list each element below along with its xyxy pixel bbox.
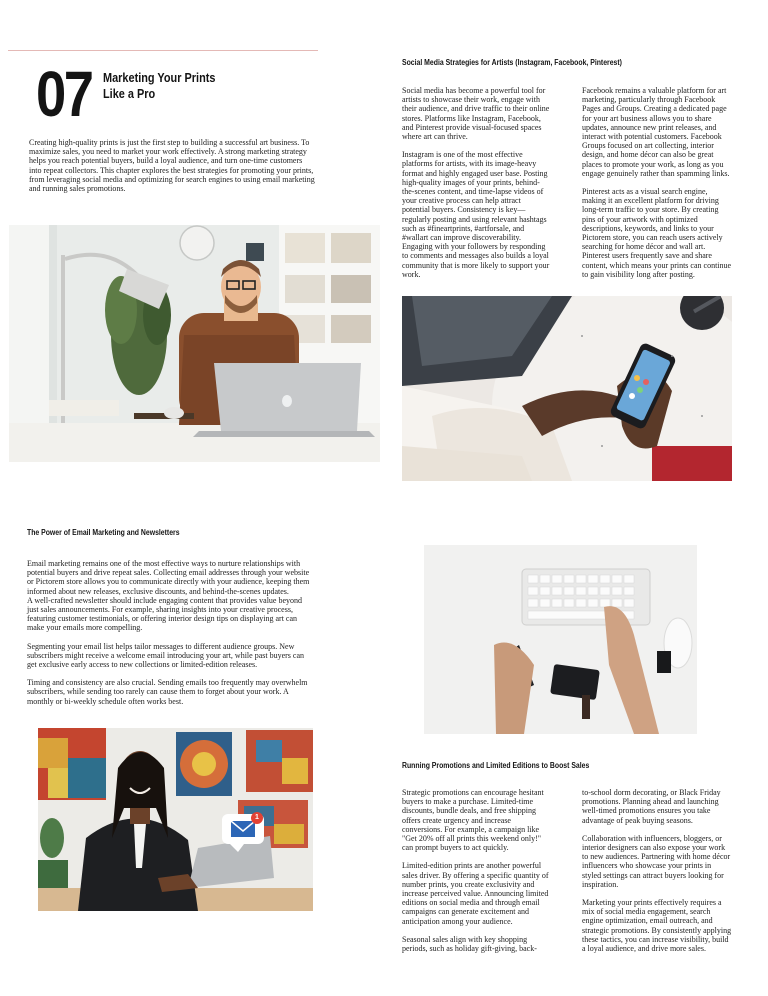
promo-col1-p3: Seasonal sales align with key shopping periods, such as holiday gift-giving, back- — [402, 934, 537, 954]
promo-col2-p1: to-school dorm decorating, or Black Friday promotions. Planning ahead and launching well-timed promotions ensures you take advantage of peak buying seasons. — [582, 788, 721, 825]
photo-woman-email-notification — [38, 728, 313, 911]
chapter-number: 07 — [36, 58, 92, 130]
social-col1-p2: Instagram is one of the most effective platforms for artists, with its image-heavy format and highly engaged user base. Posting high-quality images of your prints, behind-the-scenes content, and time-lapse videos of your creative process can help attract potential buyers. Consistency is key—regularly posting and using relevant hashtags such as #fineartprints, #artforsale, and #wallart can improve discoverability. Engaging with your followers by responding to comments and messages also builds a loyal community that is more likely to support your work. — [402, 150, 550, 279]
email-p1: Email marketing remains one of the most effective ways to nurture relationships with potential buyers and drive repeat sales. Collecting email addresses through your website or Pictorem store allows you to communicate directly with your audience, keeping them informed about new releases, exclusive discounts, and behind-the-scenes updates. — [27, 559, 310, 596]
social-col2 — [582, 86, 732, 279]
photo-card-and-keyboard — [424, 545, 697, 734]
social-col1 — [402, 86, 550, 279]
email-p3: Segmenting your email list helps tailor messages to different audience groups. New subscribers might receive a welcome email introducing your art, while past buyers can get exclusive early access to new collections or limited-edition releases. — [27, 641, 305, 670]
promo-col1 — [402, 788, 550, 953]
promo-col2-p2: Collaboration with influencers, bloggers, or interior designers can also expose your work to new audiences. Partnering with home décor influencers who showcase your prints in styled settings can attract buyers looking for inspiration. — [582, 833, 731, 889]
notification-count-badge: 1 — [255, 814, 259, 821]
social-col2-p1: Facebook remains a valuable platform for art marketing, particularly through Facebook Pages and Groups. Creating a dedicated page for your art business allows you to share updates, announce new print releases, and interact with potential customers. Facebook Groups focused on art collecting, interior design, and home décor can also be great places to promote your work, as long as you engage genuinely rather than spamming links. — [582, 86, 730, 178]
email-p2: A well-crafted newsletter should include engaging content that provides value beyond just sales announcements. For example, sharing insights into your creative process, featuring customer testimonials, or offering interior design tips on displaying art can make your emails more compelling. — [27, 595, 303, 633]
promo-col1-p1: Strategic promotions can encourage hesitant buyers to make a purchase. Limited-time discounts, bundle deals, and free shipping offers create urgency and increase conversions. For example, a campaign like "Get 20% off all prints this weekend only!" can prompt buyers to act quickly. — [402, 788, 544, 853]
photo-man-at-laptop — [9, 225, 380, 462]
email-body — [27, 559, 315, 706]
social-col2-p2: Pinterest acts as a visual search engine, making it an excellent platform for driving long-term traffic to your store. By creating pins of your artwork with optimized descriptions, keywords, and links to your Pictorem store, you can reach users actively searching for home décor and wall art. Pinterest users frequently save and share content, which means your prints can continue to gain visibility long after posting. — [582, 187, 732, 279]
chapter-title — [103, 70, 221, 102]
social-col1-p1: Social media has become a powerful tool for artists to showcase their work, engage with their audience, and drive traffic to their online stores. Platforms like Instagram, Facebook, and Pinterest provide visual-focused spaces where art can thrive. — [402, 86, 550, 142]
email-p4: Timing and consistency are also crucial. Sending emails too frequently may overwhelm subscribers, while sending too rarely can cause them to forget about your work. A monthly or bi-weekly schedule often works best. — [27, 678, 308, 706]
promo-col1-p2: Limited-edition prints are another powerful sales driver. By offering a specific quantity of number prints, you create exclusivity and increase perceived value. Announcing limited editions on social media and through email campaigns can generate excitement and anticipation among your audience. — [402, 861, 549, 926]
photo-hands-with-phone — [402, 296, 732, 481]
promo-col2-p3: Marketing your prints effectively requires a mix of social media engagement, search engine optimization, email outreach, and strategic promotions. By consistently applying these tactics, you can increase visibility, build a loyal audience, and drive more sales. — [582, 898, 732, 954]
chapter-title-line1: Marketing Your Prints — [103, 70, 216, 85]
intro-text: Creating high-quality prints is just the first step to building a successful art business. To maximize sales, you need to market your work effectively. A strong marketing strategy helps you reach potential buyers, build a loyal audience, and turn one-time customers into repeat collectors. This chapter explores the best strategies for promoting your prints, from leveraging social media and optimizing for search engines to using email marketing and running sales promotions. — [29, 138, 315, 194]
header-rule — [8, 50, 318, 51]
promo-col2 — [582, 788, 732, 953]
promo-heading: Running Promotions and Limited Editions to Boost Sales — [402, 761, 590, 770]
social-heading: Social Media Strategies for Artists (Instagram, Facebook, Pinterest) — [402, 58, 622, 67]
email-heading: The Power of Email Marketing and Newsletters — [27, 528, 180, 537]
chapter-title-line2: Like a Pro — [103, 86, 156, 101]
intro-paragraph — [29, 138, 315, 193]
